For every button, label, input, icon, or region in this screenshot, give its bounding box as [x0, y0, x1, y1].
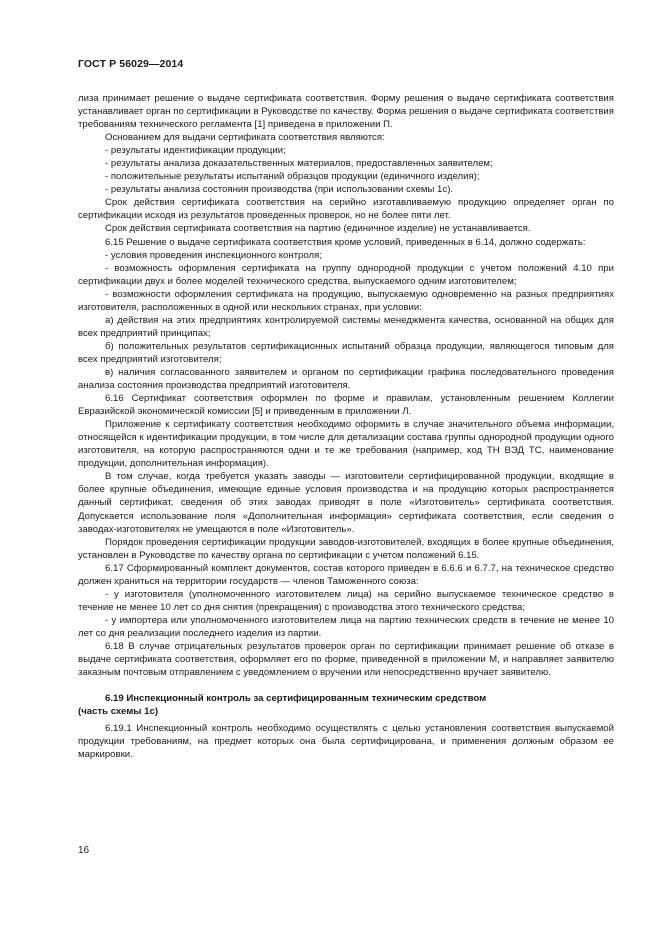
list-item: - результаты анализа состояния производства (при использовании схемы 1с). [105, 184, 454, 196]
page-number: 16 [78, 845, 90, 856]
paragraph-list [78, 92, 614, 679]
paragraph: 6.16 Сертификат соответствия оформлен по форме и правилам, установленным решением Коллегии Евразийской экономической комиссии [5] и приведенным в приложении Л. [78, 393, 614, 418]
paragraph: Порядок проведения сертификации продукции заводов-изготовителей, входящих в более крупные объединения, установлен в Руководстве по качеству органа по сертификации с учетом положений 6.15. [78, 536, 614, 561]
section-title-line2: (часть схемы 1с) [78, 706, 159, 718]
paragraph: 6.18 В случае отрицательных результатов проверок орган по сертификации принимает решение об отказе в выдаче сертификата соответствия, оформляет его по форме, приведенной в приложении М, и направляет заявителю заказным почтовым отправлением с уведомлением о вручении или непосредственно вручает заявителю. [78, 640, 614, 679]
list-item: - у изготовителя (уполномоченного изготовителем лица) на серийно выпускаемое техническое средство в течение не менее 10 лет со дня снятия (прекращения) с производства этого технического средства; [78, 588, 614, 613]
section-title-line1: 6.19 Инспекционный контроль за сертифицированным техническим средством [105, 693, 487, 705]
list-item: - условия проведения инспекционного контроля; [105, 249, 322, 261]
list-item: - возможность оформления сертификата на группу однородной продукции с учетом положений 4.10 при сертификации двух и более моделей технического средства, выпускаемого одним изготовителем; [78, 262, 614, 287]
paragraph: Основанием для выдачи сертификата соответствия являются: [105, 132, 385, 144]
list-item: - возможности оформления сертификата на продукцию, выпускаемую одновременно на разных предприятиях изготовителя, расположенных в одной или нескольких странах, при условии: [78, 288, 614, 313]
list-item: а) действия на этих предприятиях контролируемой системы менеджмента качества, основанной на общих для всех предприятий принципах; [78, 314, 614, 339]
list-item: - результаты идентификации продукции; [105, 145, 286, 157]
list-item: - у импортера или уполномоченного изготовителем лица на партию технических средств в течение не менее 10 лет со дня реализации последнего изделия из партии. [78, 614, 614, 639]
document-header: ГОСТ Р 56029—2014 [78, 58, 184, 70]
list-item: - результаты анализа доказательственных материалов, предоставленных заявителем; [105, 158, 493, 170]
paragraph: лиза принимает решение о выдаче сертификата соответствия. Форму решения о выдаче сертификата соответствия устанавливает орган по сертификации в Руководстве по качеству. Форма решения о выдаче сертификата соответствия требованиям технического регламента [1] приведена в приложении П. [78, 93, 614, 131]
list-item: в) наличия согласованного заявителем и органом по сертификации графика последовательного проведения анализа состояния производства предприятий изготовителя. [78, 366, 614, 392]
section-title [78, 692, 614, 718]
paragraph: 6.17 Сформированный комплект документов, состав которого приведен в 6.6.6 и 6.7.7, на техническое средство должен храниться на территории государств — членов Таможенного союза: [78, 562, 614, 587]
list-item: б) положительных результатов сертификационных испытаний образца продукции, являющегося типовым для всех предприятий изготовителя; [78, 340, 614, 365]
list-item: - положительные результаты испытаний образцов продукции (единичного изделия); [105, 171, 480, 183]
section-paragraph: 6.19.1 Инспекционный контроль необходимо осуществлять с целью установления соответствия выпускаемой продукции требованиям, на предмет которых она была сертифицирована, и применения должным образом ее маркировки. [78, 723, 614, 761]
paragraph: В том случае, когда требуется указать заводы — изготовители сертифицированной продукции, входящие в более крупные объединения, имеющие единые условия производства и на продукцию которых распространяется данный сертификат, сведения об этих заводах приводят в поле «Изготовитель» сертификата соответствия. Допускается использование поля «Дополнительная информация» сертификата соответствия, если сведения о заводах-изготовителях не умещаются в поле «Изготовитель». [78, 471, 614, 535]
paragraph: 6.15 Решение о выдаче сертификата соответствия кроме условий, приведенных в 6.14, должно содержать: [105, 236, 586, 248]
paragraph: Приложение к сертификату соответствия необходимо оформить в случае значительного объема информации, относящейся к идентификации продукции, в том числе для детализации состава группы однородной продукции одного изготовителя, на которую распространяются одни и те же требования (например, код ТН ВЭД ТС, наименование продукции, дополнительная информация). [78, 419, 614, 470]
paragraph: Срок действия сертификата соответствия на серийно изготавливаемую продукцию определяет орган по сертификации исходя из результатов проведенных проверок, но не более пяти лет. [78, 197, 614, 222]
paragraph: Срок действия сертификата соответствия на партию (единичное изделие) не устанавливается. [105, 223, 531, 235]
document-body [78, 92, 614, 761]
